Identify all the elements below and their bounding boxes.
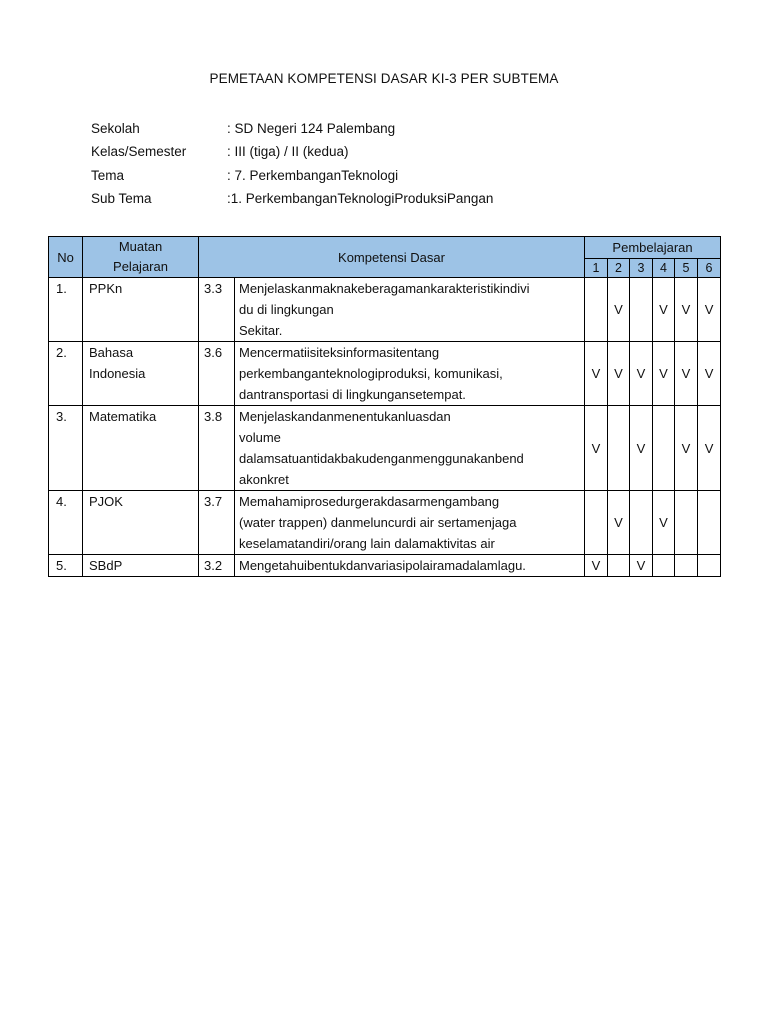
document-title: PEMETAAN KOMPETENSI DASAR KI-3 PER SUBTEMA	[209, 71, 559, 86]
header-muatan-line1: Muatan	[118, 239, 163, 254]
row-number: 3.	[49, 406, 83, 491]
row-muatan	[83, 555, 199, 577]
session-mark-1	[585, 278, 608, 342]
muatan-line: PJOK	[89, 494, 123, 509]
row-kd-code: 3.7	[199, 491, 235, 555]
kd-description-line: Mencermatiisiteksinformasitentang	[239, 345, 440, 360]
table-row	[49, 491, 721, 555]
session-mark-5: V	[675, 278, 698, 342]
session-mark-3	[630, 278, 653, 342]
kd-description-line: perkembanganteknologiproduksi, komunikasi,	[239, 366, 503, 381]
info-value: : 7. PerkembanganTeknologi	[227, 167, 399, 183]
row-number: 5.	[49, 555, 83, 577]
row-number: 4.	[49, 491, 83, 555]
session-mark-4: V	[653, 491, 675, 555]
kd-description-line: Menjelaskanmaknakeberagamankarakteristikindivi	[239, 281, 530, 296]
session-mark-2: V	[608, 342, 630, 406]
session-mark-6: V	[698, 406, 721, 491]
row-muatan	[83, 278, 199, 342]
muatan-line: PPKn	[89, 281, 123, 296]
row-muatan	[83, 406, 199, 491]
row-muatan	[83, 342, 199, 406]
header-muatan	[83, 237, 199, 278]
session-mark-6	[698, 555, 721, 577]
header-no: No	[49, 237, 83, 278]
row-kd-code: 3.2	[199, 555, 235, 577]
session-mark-4: V	[653, 278, 675, 342]
session-mark-1: V	[585, 406, 608, 491]
muatan-line: Matematika	[89, 409, 157, 424]
header-muatan-line2: Pelajaran	[113, 259, 168, 274]
session-mark-6: V	[698, 278, 721, 342]
row-kd-description	[235, 491, 585, 555]
kd-description-line: volume	[239, 430, 281, 445]
row-kd-description	[235, 406, 585, 491]
kd-description-line: Memahamiprosedurgerakdasarmengambang	[239, 494, 500, 509]
table-row	[49, 278, 721, 342]
session-mark-1: V	[585, 342, 608, 406]
kd-description-line: du di lingkungan	[239, 302, 334, 317]
kd-description-line: akonkret	[239, 472, 289, 487]
session-mark-2: V	[608, 491, 630, 555]
session-mark-5	[675, 491, 698, 555]
row-kd-code: 3.8	[199, 406, 235, 491]
info-row-subtema	[91, 187, 493, 210]
session-mark-1: V	[585, 555, 608, 577]
info-label: Sub Tema	[91, 190, 152, 206]
info-label: Tema	[91, 167, 125, 183]
table-row	[49, 342, 721, 406]
header-kompetensi-dasar: Kompetensi Dasar	[199, 237, 585, 278]
session-mark-5	[675, 555, 698, 577]
header-session-2: 2	[608, 258, 630, 277]
session-mark-3: V	[630, 406, 653, 491]
row-kd-description	[235, 555, 585, 577]
header-session-6: 6	[698, 258, 721, 277]
session-mark-4: V	[653, 342, 675, 406]
session-mark-2	[608, 555, 630, 577]
header-pembelajaran: Pembelajaran	[585, 237, 721, 259]
info-label: Sekolah	[91, 121, 140, 136]
info-value: : III (tiga) / II (kedua)	[227, 144, 349, 160]
session-mark-5: V	[675, 342, 698, 406]
kd-description-line: dantransportasi di lingkungansetempat.	[239, 387, 466, 402]
table-body	[49, 278, 721, 577]
session-mark-3: V	[630, 342, 653, 406]
info-value: :1. PerkembanganTeknologiProduksiPangan	[227, 190, 494, 206]
session-mark-6	[698, 491, 721, 555]
kd-description-line: (water trappen) danmeluncurdi air sertamenjaga	[239, 515, 517, 530]
row-kd-description	[235, 342, 585, 406]
header-session-1: 1	[585, 258, 608, 277]
row-number: 2.	[49, 342, 83, 406]
session-mark-3	[630, 491, 653, 555]
kd-description-line: Sekitar.	[239, 323, 283, 338]
row-kd-description	[235, 278, 585, 342]
session-mark-6: V	[698, 342, 721, 406]
muatan-line: Bahasa	[89, 345, 134, 360]
info-row-sekolah	[91, 117, 493, 140]
kd-description-line: Mengetahuibentukdanvariasipolairamadalamlagu.	[239, 558, 526, 573]
row-number: 1.	[49, 278, 83, 342]
info-block	[91, 117, 493, 210]
info-label: Kelas/Semester	[91, 144, 187, 160]
session-mark-5: V	[675, 406, 698, 491]
kd-description-line: dalamsatuantidakbakudenganmenggunakanbend	[239, 451, 524, 466]
session-mark-3: V	[630, 555, 653, 577]
header-session-3: 3	[630, 258, 653, 277]
muatan-line: SBdP	[89, 558, 123, 573]
header-session-4: 4	[653, 258, 675, 277]
info-row-tema	[91, 164, 493, 187]
competency-table	[48, 236, 721, 577]
session-mark-4	[653, 555, 675, 577]
row-muatan	[83, 491, 199, 555]
muatan-line: Indonesia	[89, 366, 146, 381]
info-row-kelas	[91, 140, 493, 163]
kd-description-line: keselamatandiri/orang lain dalamaktivitas air	[239, 536, 495, 551]
kd-description-line: Menjelaskandanmenentukanluasdan	[239, 409, 451, 424]
row-kd-code: 3.6	[199, 342, 235, 406]
header-session-5: 5	[675, 258, 698, 277]
row-kd-code: 3.3	[199, 278, 235, 342]
session-mark-2: V	[608, 278, 630, 342]
table-row	[49, 406, 721, 491]
session-mark-2	[608, 406, 630, 491]
table-row	[49, 555, 721, 577]
info-value: : SD Negeri 124 Palembang	[227, 121, 396, 136]
session-mark-4	[653, 406, 675, 491]
session-mark-1	[585, 491, 608, 555]
